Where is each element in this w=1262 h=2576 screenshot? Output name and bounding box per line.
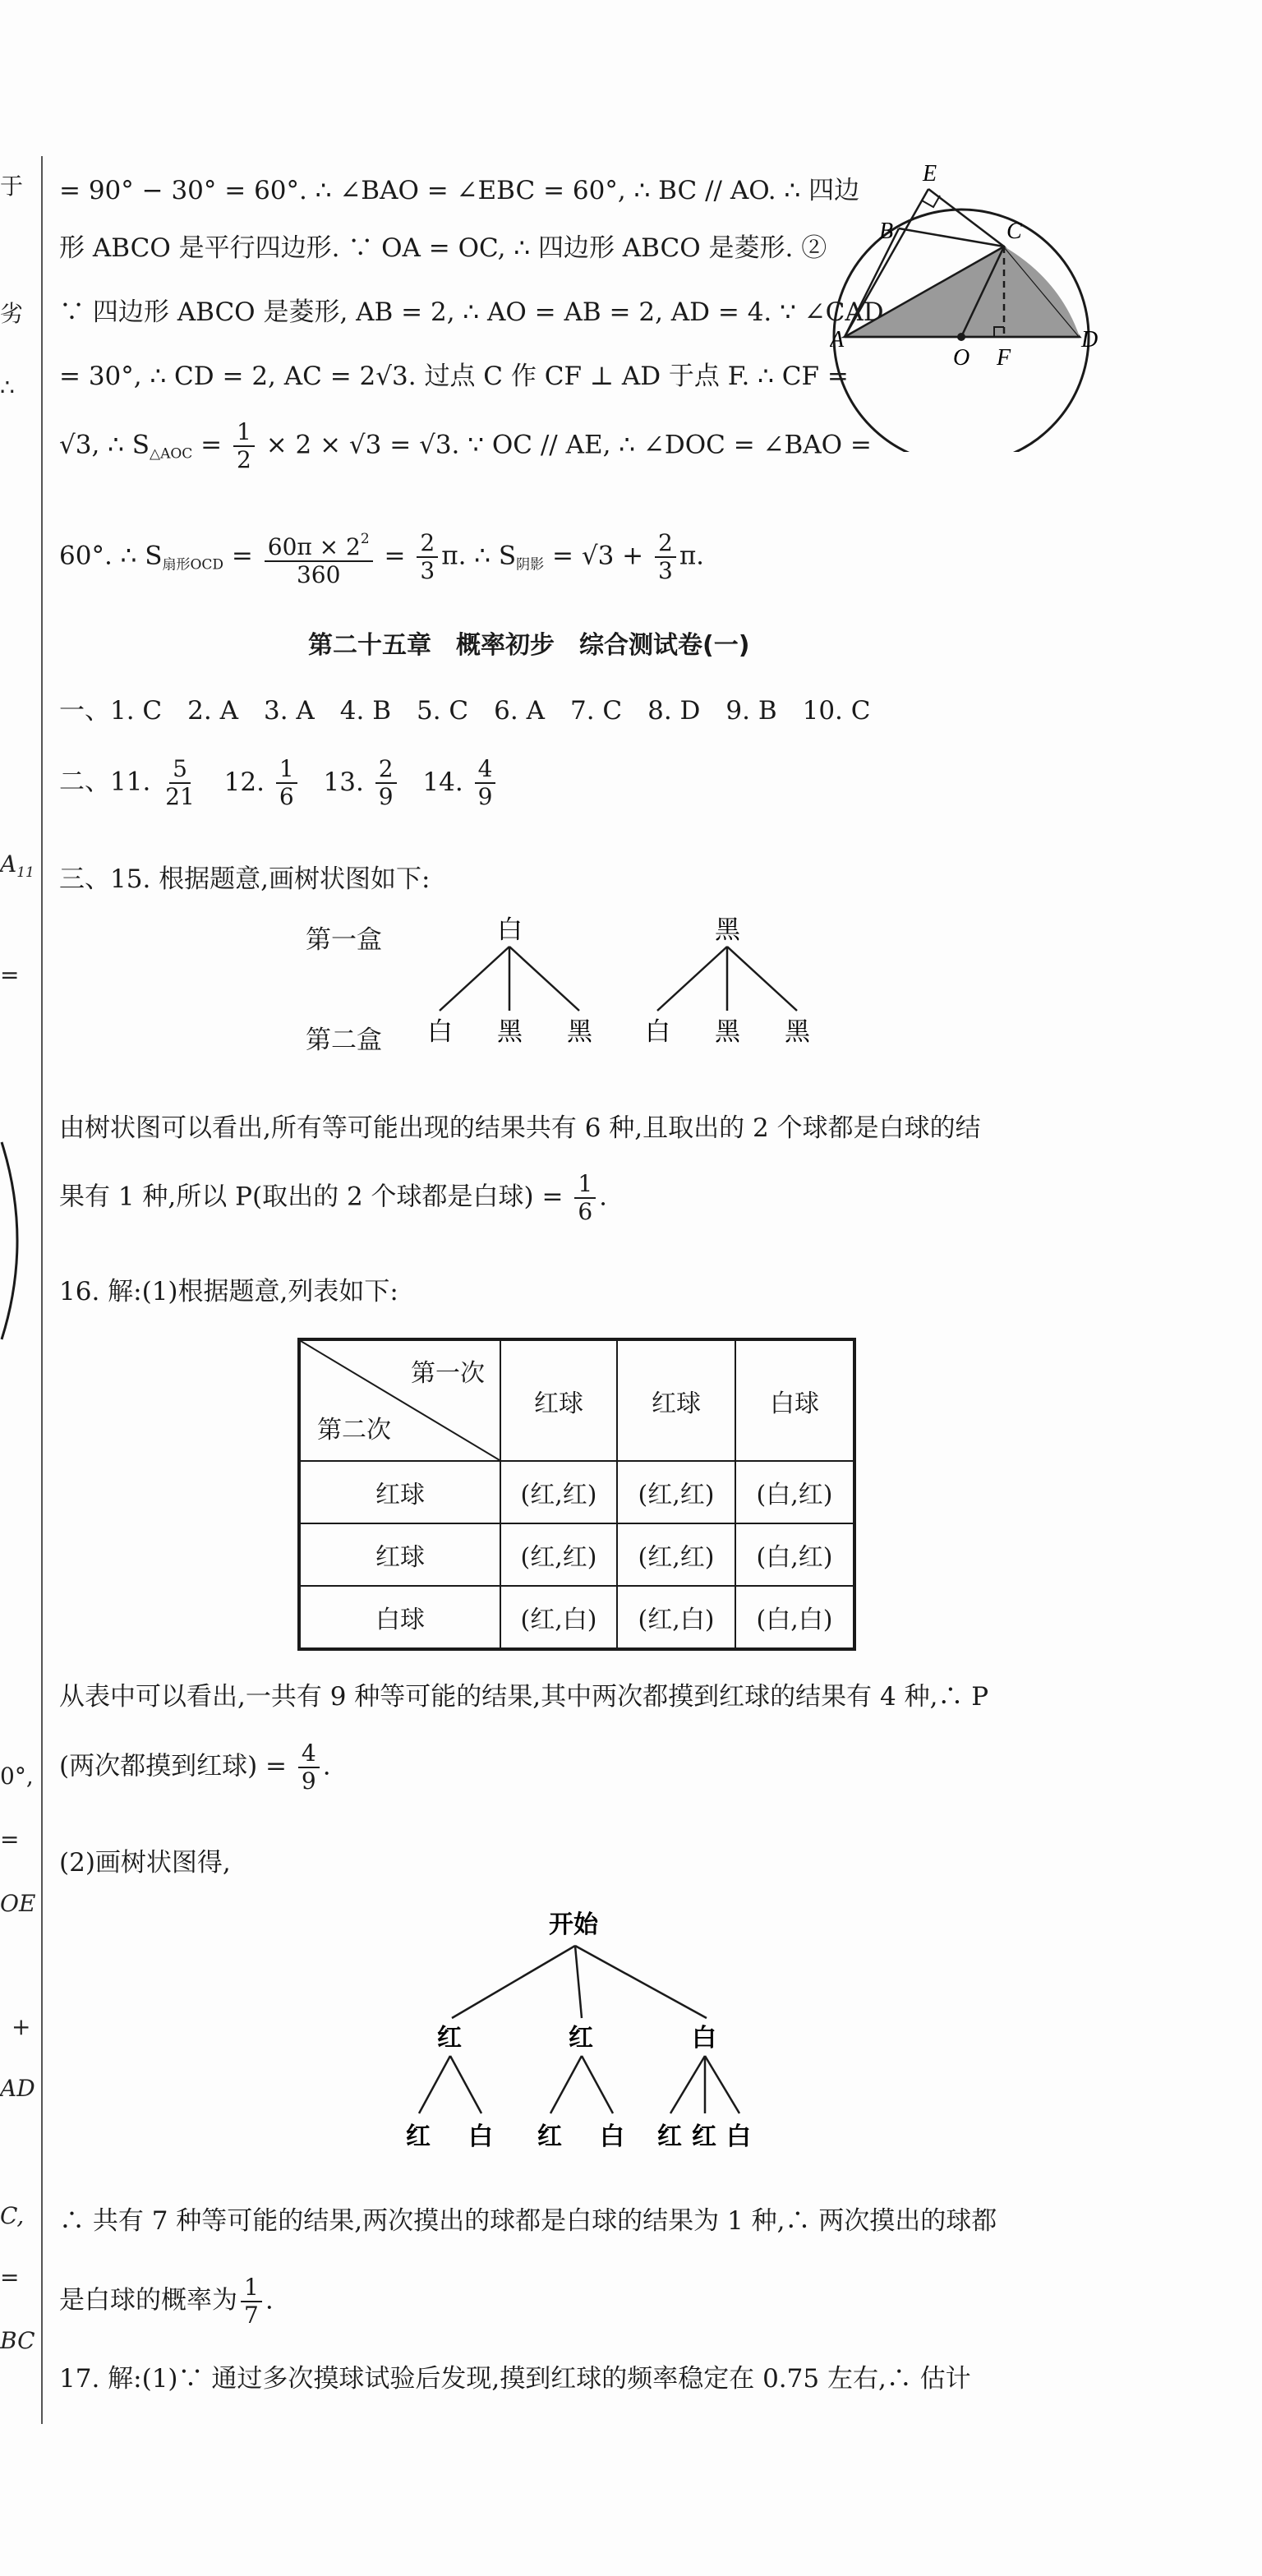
margin-fragment: ∴ [0, 374, 15, 401]
fraction: $\frac{1}{6}$ [574, 1171, 596, 1225]
point-label: D [1081, 327, 1098, 353]
tree-node: 黑 [497, 1017, 523, 1047]
tree-node: 白 [468, 2122, 493, 2151]
fraction: $\frac{4}{9}$ [475, 756, 496, 810]
tree-node: 黑 [785, 1017, 810, 1047]
point-label: C [1006, 219, 1022, 244]
tree-node: 红 [537, 2122, 562, 2151]
tree-node: 白 [692, 2024, 716, 2053]
solution-line: (2)画树状图得, [59, 1848, 231, 1878]
table-cell: (红,红) [500, 1461, 617, 1523]
table-cell: (白,红) [735, 1523, 854, 1586]
point-label: F [997, 345, 1011, 371]
solution-line: = 30°, ∴ CD = 2, AC = 2√3. 过点 C 作 CF ⊥ AD 于点 F. ∴ CF = [59, 362, 849, 391]
center-point [957, 333, 965, 341]
tree-row-label: 第二盒 [306, 1025, 382, 1055]
fraction: $\frac{1}{2}$ [233, 419, 255, 473]
solution-line: 60°. ∴ $S_{扇形OCD}$ = $\frac{60\pi \times 2^2}{360}$ = $\frac{2}{3}$ π. ∴ $S_{阴影} = √3$ + $\frac{2}{3}$ π. [59, 526, 704, 588]
fraction: $\frac{2}{3}$ [417, 530, 438, 584]
table-row [299, 1461, 854, 1523]
margin-fragment: + [12, 2013, 31, 2040]
table-corner-cell [299, 1339, 500, 1461]
solution-line: = 90° − 30° = 60°. ∴ ∠BAO = ∠EBC = 60°, ∴ BC // AO. ∴ 四边 [59, 176, 860, 205]
answer-line: 一、1. C 2. A 3. A 4. B 5. C 6. A 7. C 8. D 9. B 10. C [59, 696, 871, 726]
solution-line: 果有 1 种,所以 P(取出的 2 个球都是白球) = $\frac{1}{6}$ . [59, 1170, 607, 1225]
margin-circle-arc [0, 1134, 25, 1348]
table-cell: (白,红) [735, 1461, 854, 1523]
tree-node: 红 [437, 2024, 462, 2053]
table-cell: (红,红) [617, 1461, 735, 1523]
fraction: $\frac{5}{21}$ [165, 755, 195, 810]
tree-node: 白 [726, 2122, 751, 2151]
answer-line: 二、11. $\frac{5}{21}$ 12. $\frac{1}{6}$ 13. $\frac{2}{9}$ 14. $\frac{4}{9}$ [59, 756, 499, 810]
fraction: $\frac{1}{6}$ [276, 756, 297, 810]
table-header: 红球 [500, 1339, 617, 1461]
solution-line: 从表中可以看出,一共有 9 种等可能的结果,其中两次都摸到红球的结果有 4 种,∴ P [59, 1682, 989, 1712]
point-label: B [879, 219, 894, 244]
page-divider [41, 156, 43, 2424]
margin-fragment: OE [0, 1890, 36, 1917]
table-row-label: 白球 [299, 1586, 500, 1649]
outcome-table [297, 1338, 856, 1651]
tree-node: 白 [427, 1017, 453, 1047]
tree-node: 白 [645, 1017, 670, 1047]
tree-node: 黑 [715, 915, 740, 945]
tree-node: 开始 [549, 1910, 598, 1939]
table-cell: (红,白) [617, 1586, 735, 1649]
solution-line: ∵ 四边形 ABCO 是菱形, AB = 2, ∴ AO = AB = 2, AD = 4. ∵ ∠CAD [59, 297, 884, 327]
fraction: $\frac{1}{7}$ [241, 2274, 262, 2329]
margin-fragment: $A_{11}$ [0, 850, 35, 881]
margin-fragment: 劣 [0, 300, 24, 327]
tree-node: 白 [600, 2122, 624, 2151]
tree-node: 白 [497, 915, 523, 945]
fraction: $\frac{4}{9}$ [298, 1740, 320, 1795]
tree-diagram-16 [386, 1898, 781, 2161]
solution-line: ∴ 共有 7 种等可能的结果,两次摸出的球都是白球的结果为 1 种,∴ 两次摸出的球都 [59, 2206, 997, 2236]
solution-line: 是白球的概率为 $\frac{1}{7}$ . [59, 2274, 274, 2329]
table-header: 白球 [735, 1339, 854, 1461]
chapter-title: 第二十五章 概率初步 综合测试卷(一) [308, 631, 750, 660]
table-row [299, 1339, 854, 1461]
table-cell: (红,红) [500, 1523, 617, 1586]
tree-node: 红 [692, 2122, 716, 2151]
table-row [299, 1586, 854, 1649]
solution-line: 由树状图可以看出,所有等可能出现的结果共有 6 种,且取出的 2 个球都是白球的结 [59, 1113, 981, 1143]
margin-fragment: 0°, [0, 1763, 34, 1790]
table-row-label: 红球 [299, 1461, 500, 1523]
point-label: A [830, 327, 845, 353]
tree-row-label: 第一盒 [306, 925, 382, 955]
figure-line [928, 189, 1004, 247]
margin-fragment: = [0, 961, 20, 988]
table-row-label: 红球 [299, 1523, 500, 1586]
question-15-intro: 三、15. 根据题意,画树状图如下: [59, 864, 431, 894]
tree-node: 红 [406, 2122, 431, 2151]
fraction: $\frac{2}{9}$ [375, 756, 397, 810]
margin-fragment: AD [0, 2075, 35, 2102]
geometry-figure [830, 156, 1101, 452]
tree-node: 黑 [567, 1017, 592, 1047]
table-cell: (红,白) [500, 1586, 617, 1649]
table-cell: (红,红) [617, 1523, 735, 1586]
fraction: $\frac{2}{3}$ [655, 530, 676, 584]
solution-line: 形 ABCO 是平行四边形. ∵ OA = OC, ∴ 四边形 ABCO 是菱形. ② [59, 233, 827, 263]
margin-fragment: C, [0, 2202, 25, 2229]
margin-fragment: 于 [0, 173, 24, 200]
question-16-intro: 16. 解:(1)根据题意,列表如下: [59, 1277, 398, 1306]
table-row [299, 1523, 854, 1586]
tree-node: 红 [657, 2122, 682, 2151]
solution-line: (两次都摸到红球) = $\frac{4}{9}$ . [59, 1740, 331, 1795]
solution-line: 17. 解:(1)∵ 通过多次摸球试验后发现,摸到红球的频率稳定在 0.75 左右,∴ 估计 [59, 2364, 971, 2394]
margin-fragment: = [0, 2264, 20, 2291]
point-label: O [953, 345, 970, 371]
corner-top-label: 第一次 [411, 1359, 485, 1388]
point-label: E [923, 161, 937, 187]
figure-line [899, 228, 1004, 247]
table-header: 红球 [617, 1339, 735, 1461]
table-cell: (白,白) [735, 1586, 854, 1649]
margin-fragment: BC [0, 2327, 35, 2354]
solution-line: √3, ∴ $S_{\triangle AOC}$ = $\frac{1}{2}$ × 2 × √3 = √3. ∵ OC // AE, ∴ ∠DOC = ∠BAO = [59, 418, 872, 473]
tree-node: 红 [569, 2024, 593, 2053]
fraction: $\frac{60\pi \times 2^2}{360}$ [265, 526, 373, 588]
tree-node: 黑 [715, 1017, 740, 1047]
margin-fragment: = [0, 1826, 20, 1853]
tree-diagram-15 [411, 904, 871, 1068]
corner-bottom-label: 第二次 [317, 1416, 391, 1445]
